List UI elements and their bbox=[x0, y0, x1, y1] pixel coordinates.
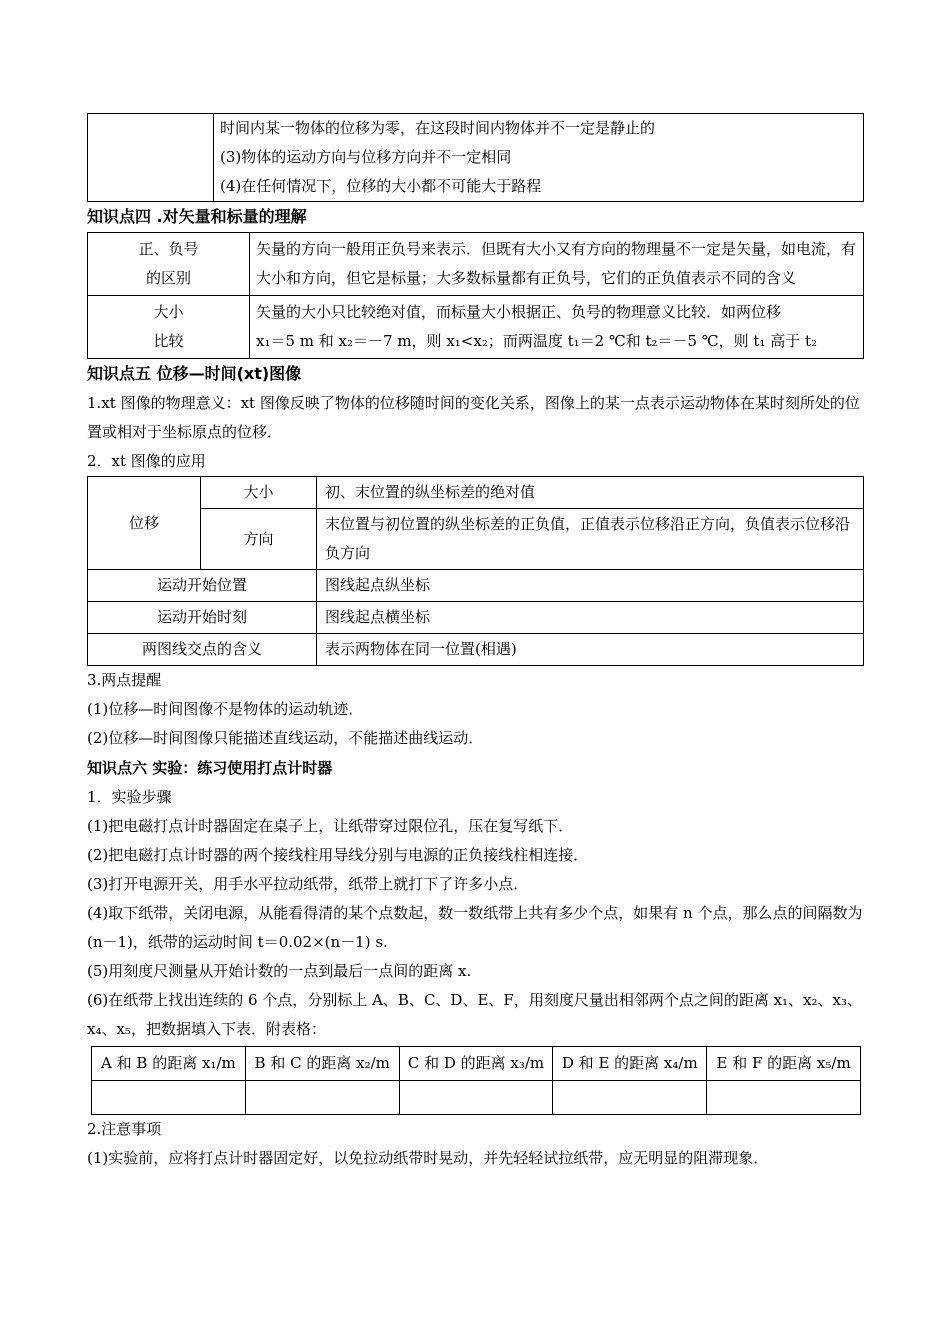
paragraph: (2)把电磁打点计时器的两个接线柱用导线分别与电源的正负接线柱相连接． bbox=[87, 846, 589, 864]
paragraph: (1)位移—时间图像不是物体的运动轨迹． bbox=[87, 700, 364, 718]
size-value: 初、末位置的纵坐标差的绝对值 bbox=[317, 477, 864, 509]
section4-heading: 知识点四 .对矢量和标量的理解 bbox=[87, 207, 307, 226]
table-distance-record bbox=[91, 1046, 861, 1115]
paragraph: 3.两点提醒 bbox=[87, 671, 162, 689]
paragraph: (3)打开电源开关，用手水平拉动纸带，纸带上就打下了许多小点． bbox=[87, 875, 529, 893]
paragraph: (6)在纸带上找出连续的 6 个点，分别标上 A、B、C、D、E、F，用刻度尺量出相邻两个点之间的距离 x₁、x₂、x₃、x₄、x₅，把数据填入下表．附表格： bbox=[87, 991, 863, 1038]
table-row bbox=[88, 509, 864, 570]
table-row bbox=[88, 634, 864, 666]
section5-heading: 知识点五 位移—时间(xt)图像 bbox=[87, 364, 302, 383]
paragraph: (4)取下纸带，关闭电源，从能看得清的某个点数起，数一数纸带上共有多少个点，如果有 n 个点，那么点的间隔数为(n－1)，纸带的运动时间 t＝0.02×(n－1) s. bbox=[87, 904, 863, 951]
group-label: 位移 bbox=[88, 477, 201, 570]
label-line: 大小 bbox=[153, 303, 184, 321]
table-row bbox=[88, 477, 864, 509]
table-row bbox=[88, 570, 864, 602]
empty-cell bbox=[399, 1081, 553, 1115]
cross-label: 两图线交点的含义 bbox=[88, 634, 317, 666]
header-cell: E 和 F 的距离 x₅/m bbox=[707, 1047, 861, 1081]
document-page bbox=[87, 113, 864, 1173]
start-time-value: 图线起点横坐标 bbox=[317, 602, 864, 634]
table-row bbox=[92, 1081, 861, 1115]
vector-row-content bbox=[250, 296, 864, 359]
header-cell: B 和 C 的距离 x₂/m bbox=[245, 1047, 399, 1081]
table-header-row bbox=[92, 1047, 861, 1081]
empty-cell bbox=[92, 1081, 246, 1115]
paragraph: 2.注意事项 bbox=[87, 1120, 162, 1138]
start-pos-value: 图线起点纵坐标 bbox=[317, 570, 864, 602]
table-row bbox=[88, 233, 864, 296]
paragraph: (1)把电磁打点计时器固定在桌子上，让纸带穿过限位孔，压在复写纸下． bbox=[87, 817, 574, 835]
start-time-label: 运动开始时刻 bbox=[88, 602, 317, 634]
table-top-right-cell bbox=[214, 114, 864, 202]
empty-cell bbox=[553, 1081, 707, 1115]
table-top bbox=[87, 113, 864, 202]
table-xt-application bbox=[87, 476, 864, 666]
section6-heading: 知识点六 实验：练习使用打点计时器 bbox=[87, 759, 333, 777]
paragraph: 2．xt 图像的应用 bbox=[87, 452, 206, 470]
empty-cell bbox=[707, 1081, 861, 1115]
cross-value: 表示两物体在同一位置(相遇) bbox=[317, 634, 864, 666]
header-cell: D 和 E 的距离 x₄/m bbox=[553, 1047, 707, 1081]
paragraph: 1.xt 图像的物理意义：xt 图像反映了物体的位移随时间的变化关系，图像上的某一点表示运动物体在某时刻所处的位置或相对于坐标原点的位移． bbox=[87, 394, 860, 441]
label-line: 的区别 bbox=[145, 269, 191, 287]
vector-row-label bbox=[88, 233, 250, 296]
table-row bbox=[88, 602, 864, 634]
vector-row-label bbox=[88, 296, 250, 359]
table-row bbox=[88, 296, 864, 359]
table-vector-scalar bbox=[87, 232, 864, 359]
paragraph: (2)位移—时间图像只能描述直线运动，不能描述曲线运动． bbox=[87, 729, 484, 747]
content-line: x₁＝5 m 和 x₂＝－7 m，则 x₁<x₂；而两温度 t₁＝2 ℃和 t₂＝－5 ℃，则 t₁ 高于 t₂ bbox=[256, 332, 818, 350]
dir-label: 方向 bbox=[201, 509, 317, 570]
paragraph: 1．实验步骤 bbox=[87, 788, 172, 806]
size-label: 大小 bbox=[201, 477, 317, 509]
table-top-line: 时间内某一物体的位移为零，在这段时间内物体并不一定是静止的 bbox=[220, 119, 656, 137]
start-pos-label: 运动开始位置 bbox=[88, 570, 317, 602]
table-top-left-cell bbox=[88, 114, 214, 202]
vector-row-content: 矢量的方向一般用正负号来表示．但既有大小又有方向的物理量不一定是矢量，如电流，有大小和方向，但它是标量；大多数标量都有正负号，它们的正负值表示不同的含义 bbox=[250, 233, 864, 296]
label-line: 正、负号 bbox=[138, 240, 199, 258]
table-top-line: (3)物体的运动方向与位移方向并不一定相同 bbox=[220, 148, 512, 166]
paragraph: (5)用刻度尺测量从开始计数的一点到最后一点间的距离 x. bbox=[87, 962, 472, 980]
table-top-line: (4)在任何情况下，位移的大小都不可能大于路程 bbox=[220, 177, 542, 195]
empty-cell bbox=[245, 1081, 399, 1115]
dir-value: 末位置与初位置的纵坐标差的正负值，正值表示位移沿正方向，负值表示位移沿负方向 bbox=[317, 509, 864, 570]
header-cell: C 和 D 的距离 x₃/m bbox=[399, 1047, 553, 1081]
content-line: 矢量的大小只比较绝对值，而标量大小根据正、负号的物理意义比较．如两位移 bbox=[256, 303, 782, 321]
paragraph: (1)实验前，应将打点计时器固定好，以免拉动纸带时晃动，并先轻轻试拉纸带，应无明显的阻滞现象． bbox=[87, 1149, 769, 1167]
header-cell: A 和 B 的距离 x₁/m bbox=[92, 1047, 246, 1081]
label-line: 比较 bbox=[153, 332, 184, 350]
